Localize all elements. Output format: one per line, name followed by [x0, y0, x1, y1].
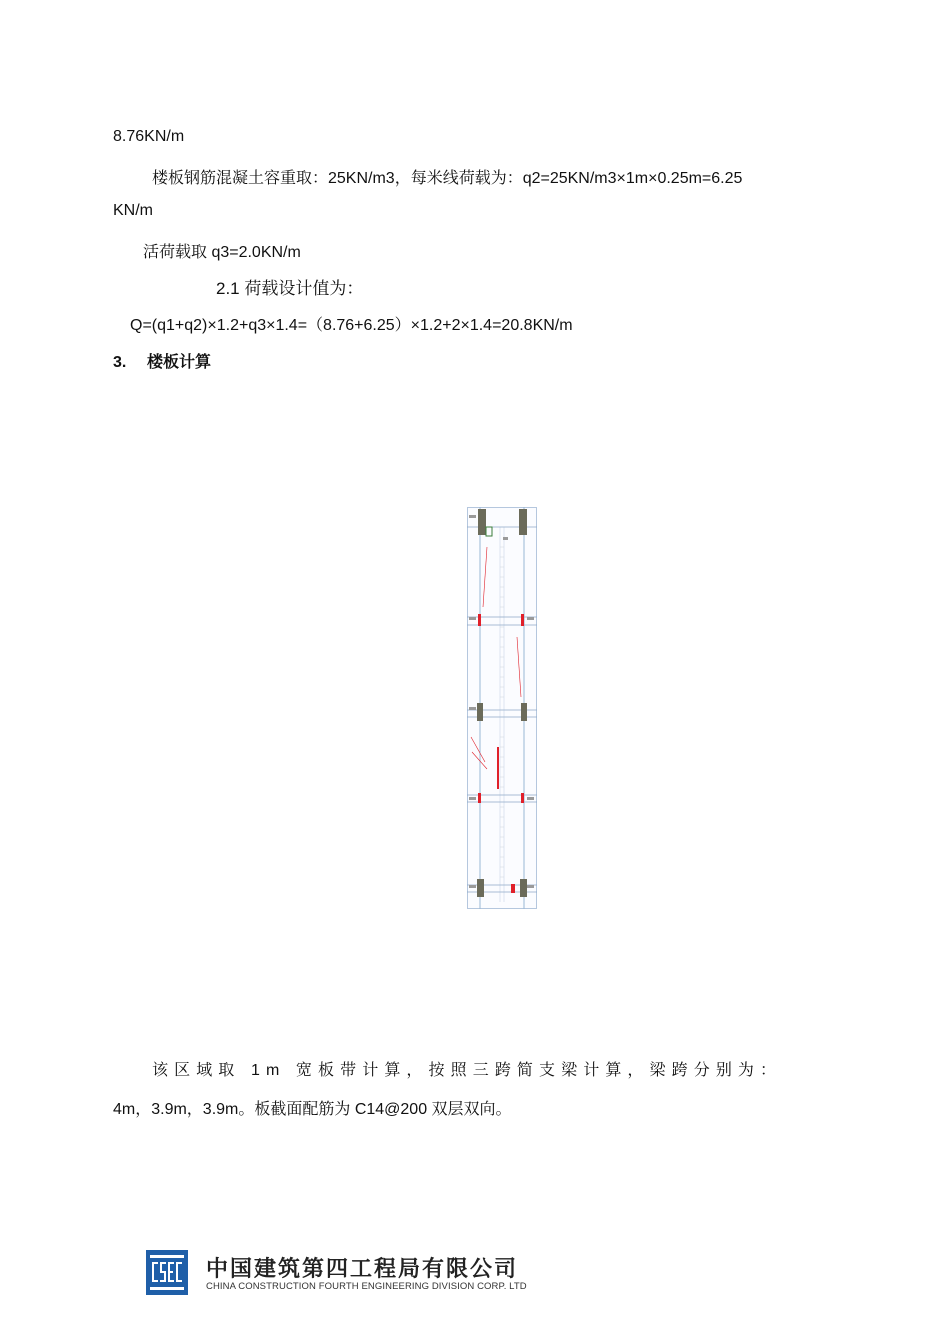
- body-line-3: KN/m: [113, 202, 153, 219]
- section-3-number: 3.: [113, 354, 127, 371]
- slab-plan-drawing: [467, 507, 537, 909]
- section-3-heading: [113, 349, 211, 372]
- body-line-1: 8.76KN/m: [113, 128, 185, 145]
- cscec-logo-icon: [146, 1250, 188, 1295]
- company-name-en: CHINA CONSTRUCTION FOURTH ENGINEERING DIVISION CORP. LTD: [206, 1281, 527, 1292]
- section-2-1-heading: 2.1 荷载设计值为：: [216, 279, 364, 298]
- paragraph-line-1: 该区域取 1m 宽板带计算，按照三跨简支梁计算，梁跨分别为：: [152, 1062, 783, 1079]
- paragraph-line-2: 4m，3.9m，3.9m。板截面配筋为 C14@200 双层双向。: [113, 1101, 512, 1118]
- company-name-cn: 中国建筑第四工程局有限公司: [206, 1257, 519, 1282]
- body-line-4: 活荷载取 q3=2.0KN/m: [143, 244, 301, 261]
- body-line-2: 楼板钢筋混凝土容重取：25KN/m3，每米线荷载为：q2=25KN/m3×1m×0.25m=6.25: [152, 170, 743, 187]
- load-formula: Q=(q1+q2)×1.2+q3×1.4=（8.76+6.25）×1.2+2×1.4=20.8KN/m: [130, 317, 573, 334]
- company-footer: [146, 1250, 536, 1298]
- section-3-title: 楼板计算: [147, 354, 212, 371]
